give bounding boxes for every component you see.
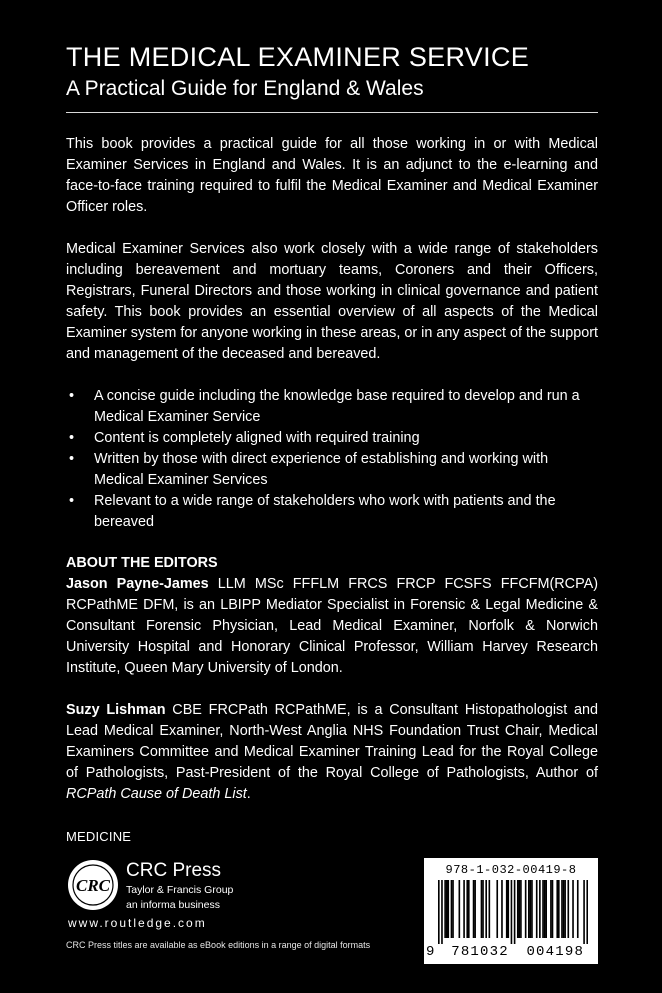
publisher-tagline: an informa business (126, 899, 220, 911)
feature-item: • Relevant to a wide range of stakeholders who work with patients and the bereaved (66, 491, 598, 533)
barcode-bar (542, 880, 544, 938)
barcode-bar (550, 880, 552, 938)
publisher-url: www.routledge.com (68, 916, 207, 930)
barcode-bar (506, 880, 508, 938)
editor-name-2: Suzy Lishman (66, 702, 166, 718)
barcode-bar (468, 880, 470, 938)
barcode-bar (485, 880, 487, 938)
editor-details-1: LLM MSc FFFLM FRCS FRCP FCSFS FFCFM(RCPA) RCPathME DFM, is an LBIPP Mediator Specialist in Forensic & Legal Medicine & Consultant Forensic Physician, Lead Medical Examiner, Norfolk & Norwich University Hospital and Honorary Clinical Professor, William Harvey Research Institute, Queen Mary University of London. (66, 576, 598, 676)
barcode-bar (482, 880, 484, 938)
barcode-bar (511, 880, 513, 944)
barcode-bar (539, 880, 541, 938)
barcode-bar (474, 880, 476, 938)
barcode-bar (517, 880, 519, 938)
barcode-bar (586, 880, 588, 944)
barcode-right-group: 004198 (526, 944, 585, 960)
barcode-bar (583, 880, 585, 944)
isbn-number: 978-1-032-00419-8 (445, 863, 577, 877)
barcode-bar (507, 880, 509, 938)
crc-press-logo-icon (66, 858, 120, 912)
barcode-bar (530, 880, 532, 938)
barcode-bar (444, 880, 446, 938)
barcode-bar (447, 880, 449, 938)
barcode-bar (528, 880, 530, 938)
editor-work-title: RCPath Cause of Death List (66, 786, 247, 802)
barcode-bar (459, 880, 461, 938)
subject-category: MEDICINE (66, 829, 132, 844)
barcode-bar (489, 880, 491, 938)
barcode-bar (520, 880, 522, 938)
barcode-bar (572, 880, 574, 938)
barcode-bar (552, 880, 554, 938)
feature-list (66, 386, 598, 533)
barcode-bar (466, 880, 468, 938)
barcode-bar (452, 880, 454, 938)
barcode-bar (473, 880, 475, 938)
barcode-bar (441, 880, 443, 944)
title-divider (66, 112, 598, 113)
barcode-bar (531, 880, 533, 938)
barcode-left-group: 781032 (451, 944, 509, 960)
barcode-digits (426, 944, 598, 960)
feature-item: • A concise guide including the knowledge base required to develop and run a Medical Examiner Service (66, 386, 598, 428)
publisher-group: Taylor & Francis Group (126, 884, 234, 896)
editor-bio-2 (66, 700, 598, 805)
feature-item: • Content is completely aligned with required training (66, 428, 598, 449)
book-subtitle: A Practical Guide for England & Wales (66, 77, 424, 100)
isbn-barcode (424, 858, 598, 964)
barcode-bar (545, 880, 547, 938)
publisher-name: CRC Press (126, 860, 222, 881)
barcode-bar (451, 880, 453, 938)
barcode-bar (519, 880, 521, 938)
editor-details-2-end: . (246, 786, 251, 802)
barcode-bar (501, 880, 503, 938)
barcode-bar (544, 880, 546, 938)
blurb-paragraph-2: Medical Examiner Services also work closely with a wide range of stakeholders including bereavement and mortuary teams, Coroners and their Officers, Registrars, Funeral Directors and those working in clinical governance and patient safety. This book provides an essential overview of all aspects of the Medical Examiner system for anyone working in these areas, or in any aspect of the support and management of the deceased and bereaved. (66, 241, 598, 362)
back-cover-blurb (66, 134, 598, 826)
barcode-first-digit: 9 (426, 944, 436, 960)
barcode-bar (525, 880, 527, 938)
editor-bio-1 (66, 574, 598, 679)
barcode-bar (577, 880, 579, 938)
logo-text: CRC (75, 876, 111, 895)
barcode-bar (567, 880, 569, 938)
barcode-bar (564, 880, 566, 938)
editor-name-1: Jason Payne-James (66, 576, 209, 592)
barcode-bar (446, 880, 448, 938)
barcode-bar (496, 880, 498, 938)
barcode-bar (481, 880, 483, 938)
barcode-bar (463, 880, 465, 938)
barcode-bars (438, 880, 588, 944)
barcode-bar (558, 880, 560, 938)
barcode-bar (563, 880, 565, 938)
barcode-bar (438, 880, 440, 944)
blurb-paragraph-1: This book provides a practical guide for all those working in or with Medical Examiner Services in England and Wales. It is an adjunct to the e-learning and face-to-face training required to fulfil the Medical Examiner and Medical Examiner Officer roles. (66, 136, 598, 215)
ebook-footnote: CRC Press titles are available as eBook editions in a range of digital formats (66, 940, 371, 950)
editors-heading: ABOUT THE EDITORS (66, 555, 218, 571)
book-title: THE MEDICAL EXAMINER SERVICE (66, 42, 529, 72)
editor-details-2: CBE FRCPath RCPathME, is a Consultant Histopathologist and Lead Medical Examiner, North-West Anglia NHS Foundation Trust Chair, Medical Examiners Committee and Medical Examiner Training Lead for the Royal College of Pathologists, Past-President of the Royal College of Pathologists, Author of (66, 702, 598, 781)
barcode-bar (561, 880, 563, 938)
feature-item: • Written by those with direct experience of establishing and working with Medical Examiner Services (66, 449, 598, 491)
barcode-bar (536, 880, 538, 938)
barcode-bar (556, 880, 558, 938)
barcode-bar (514, 880, 516, 944)
